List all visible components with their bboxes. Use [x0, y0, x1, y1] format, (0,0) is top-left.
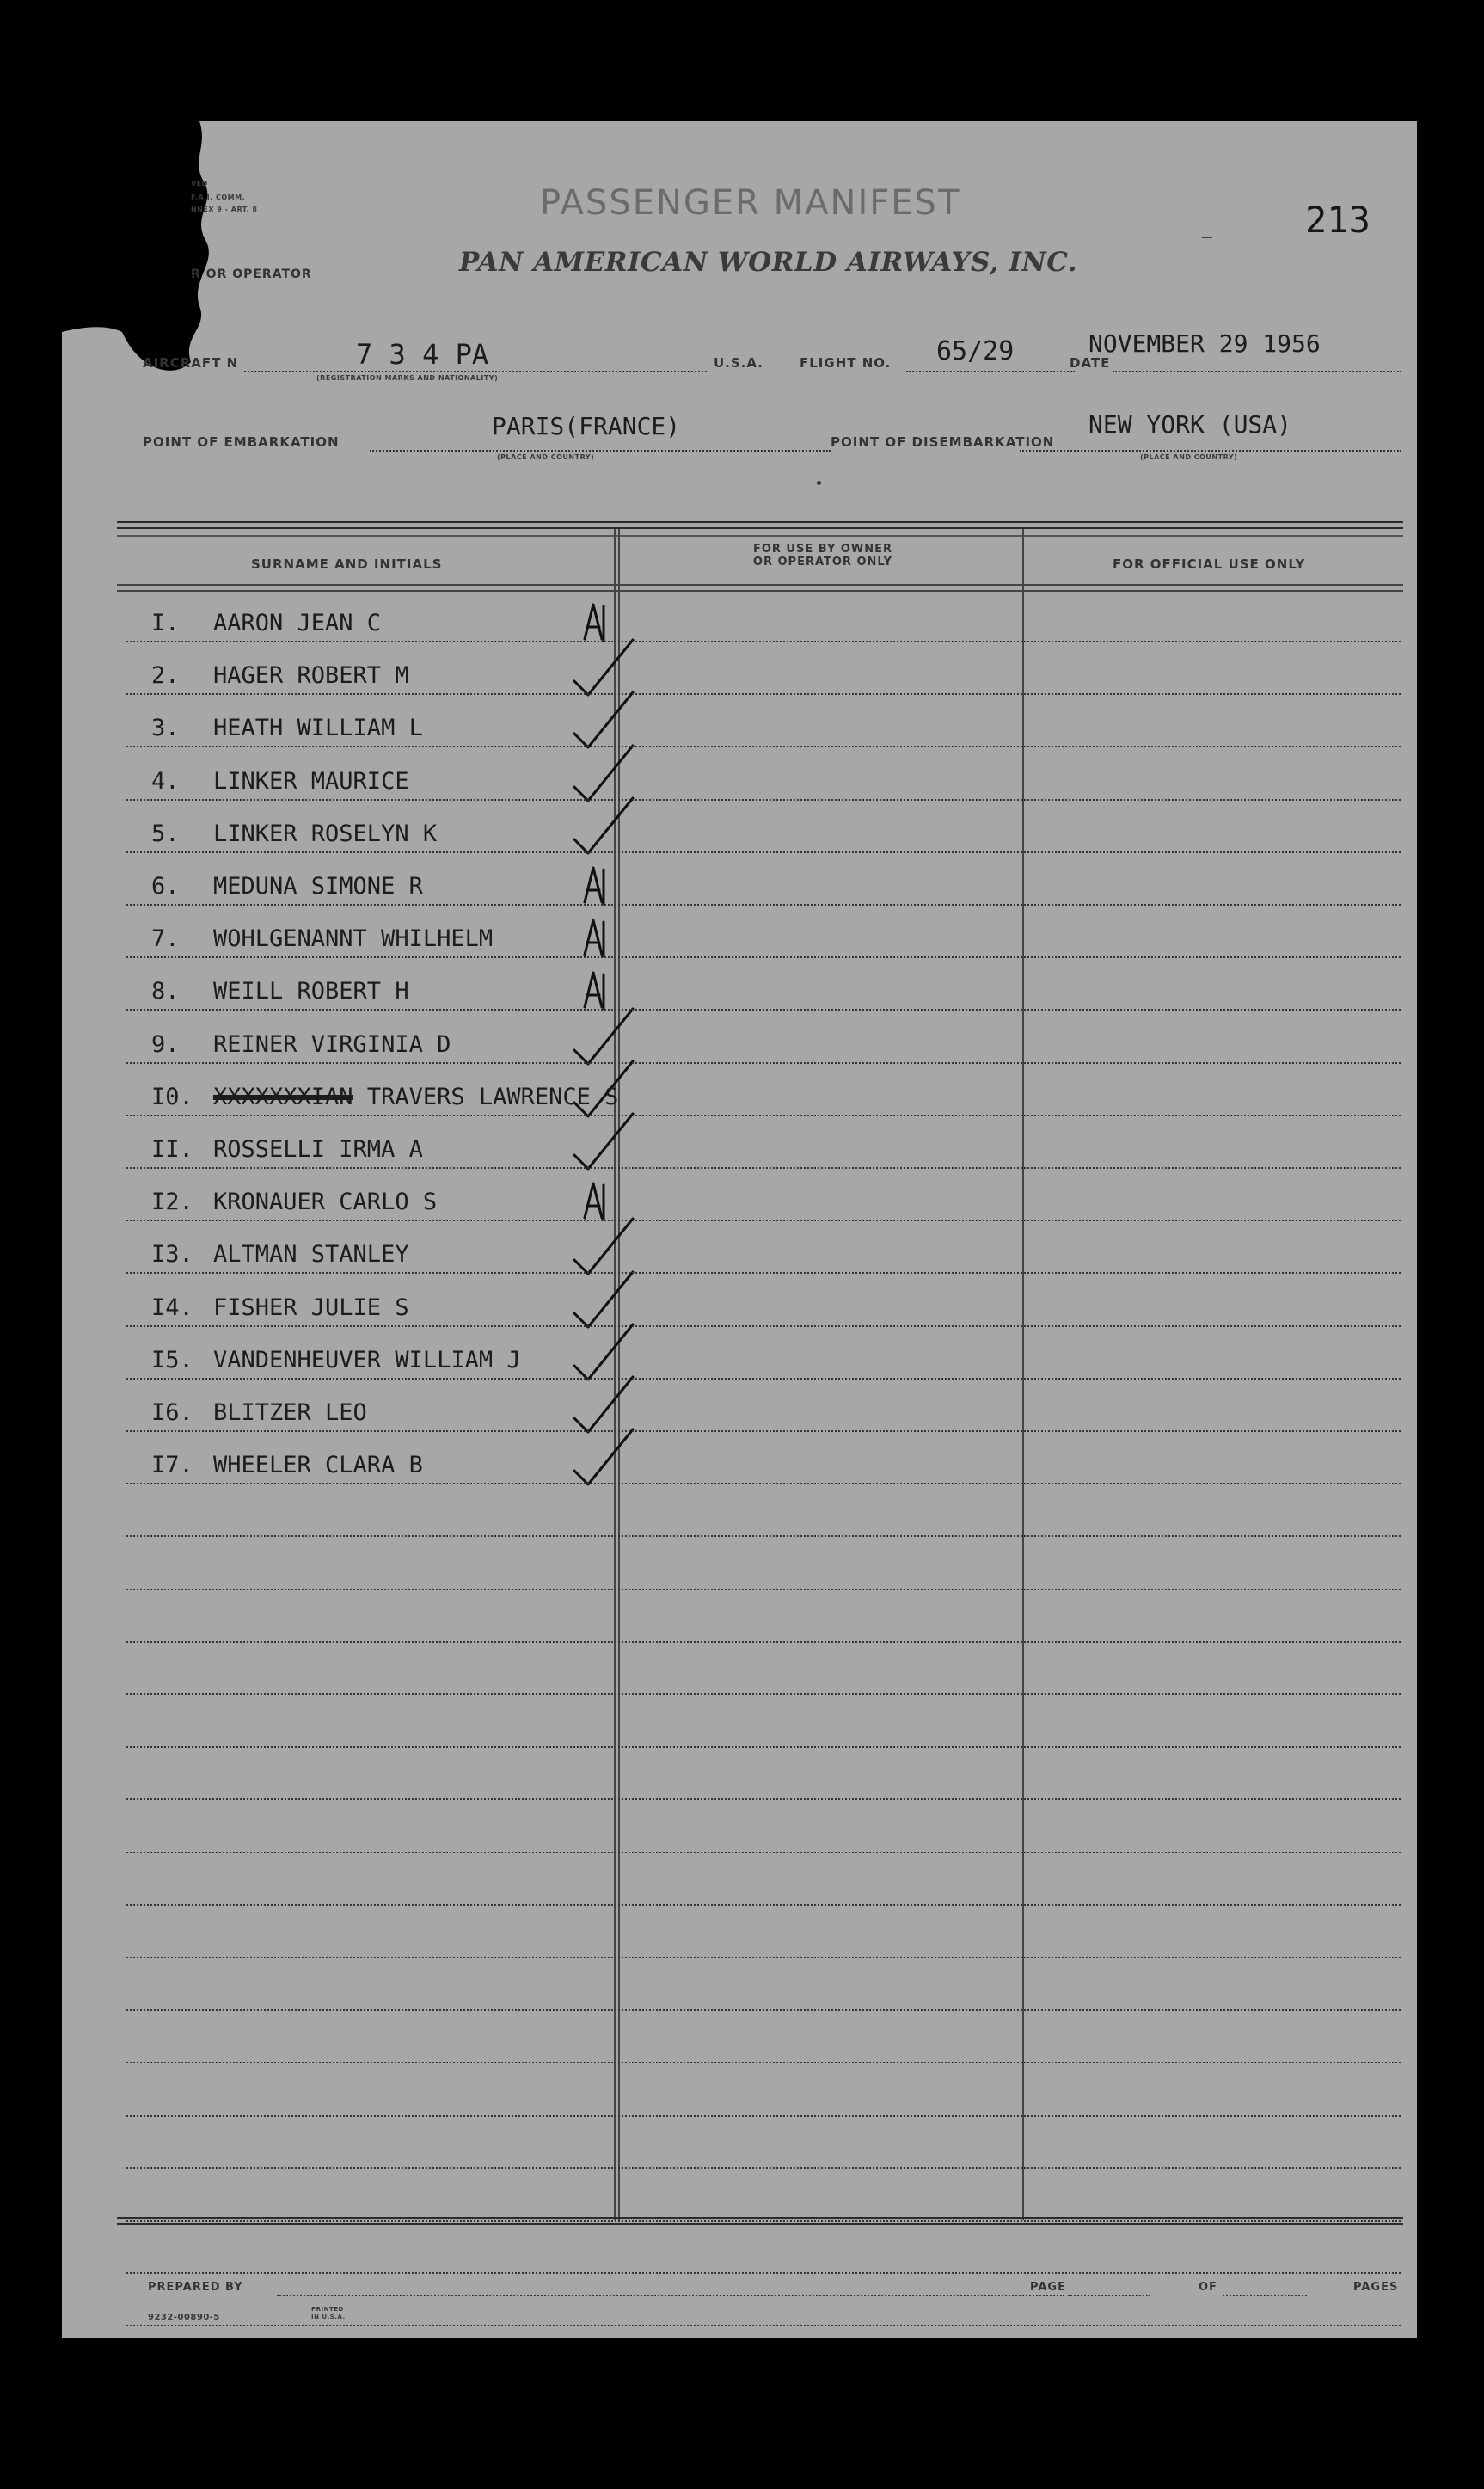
ruled-line: [126, 1852, 1401, 1853]
form-code: 9232-00890-5: [148, 2313, 220, 2322]
passenger-name: HEATH WILLIAM L: [213, 715, 423, 741]
passenger-name: WEILL ROBERT H: [213, 978, 409, 1005]
passenger-row: [151, 1294, 409, 1321]
passenger-name: FISHER JULIE S: [213, 1294, 409, 1321]
ruled-line: [126, 1220, 1401, 1221]
disembarkation-sublabel: (PLACE AND COUNTRY): [1140, 453, 1238, 461]
ruled-line: [126, 904, 1401, 906]
ruled-line: [126, 2272, 1401, 2274]
check-mark: [574, 1114, 633, 1169]
pages-label: PAGES: [1353, 2281, 1399, 2294]
handwritten-a-mark: [585, 920, 604, 956]
aircraft-value: 7 3 4 PA: [356, 338, 489, 371]
corner-text-3: NNEX 9 - ART. 8: [191, 206, 258, 213]
ruled-line: [126, 1798, 1401, 1800]
struck-out-text: XXXXXXXIAN: [213, 1084, 353, 1110]
ruled-line: [126, 1693, 1401, 1695]
manifest-sheet: [62, 121, 1417, 2338]
ruled-line: [126, 2220, 1401, 2222]
passenger-row: [151, 1189, 437, 1215]
passenger-name: AARON JEAN C: [213, 610, 382, 636]
ruled-line: [126, 1062, 1401, 1064]
passenger-row: [151, 610, 381, 636]
passenger-row: [151, 925, 493, 952]
passenger-number: 6.: [151, 873, 180, 900]
passenger-name: WHEELER CLARA B: [213, 1452, 423, 1478]
check-mark: [574, 1272, 633, 1327]
ruled-line: [126, 1746, 1401, 1748]
passenger-number: 3.: [151, 715, 180, 741]
check-mark: [574, 746, 633, 801]
col-owner-2: OR OPERATOR ONLY: [752, 556, 893, 568]
col-owner-1: FOR USE BY OWNER: [752, 543, 893, 556]
passenger-name: LINKER ROSELYN K: [213, 820, 438, 847]
passenger-name: MEDUNA SIMONE R: [213, 873, 423, 900]
passenger-number: I.: [151, 610, 180, 636]
passenger-row: [151, 1452, 423, 1478]
flight-label: FLIGHT NO.: [800, 355, 892, 371]
passenger-name: ROSSELLI IRMA A: [213, 1136, 423, 1163]
passenger-row: [151, 978, 409, 1005]
page-label: PAGE: [1030, 2281, 1066, 2294]
check-mark: [574, 1324, 633, 1380]
handwritten-a-mark: [585, 1183, 604, 1220]
passenger-row: [151, 1136, 423, 1163]
check-mark: [574, 1377, 633, 1432]
page-title: PASSENGER MANIFEST: [540, 183, 961, 223]
passenger-number: II.: [151, 1136, 193, 1163]
passenger-number: 5.: [151, 820, 180, 847]
ruled-line: [126, 1535, 1401, 1537]
aircraft-sublabel: (REGISTRATION MARKS AND NATIONALITY): [316, 374, 499, 382]
passenger-name: KRONAUER CARLO S: [213, 1189, 438, 1215]
passenger-name: ALTMAN STANLEY: [213, 1241, 409, 1268]
passenger-name: HAGER ROBERT M: [213, 662, 409, 689]
ruled-line: [126, 2062, 1401, 2063]
printed-note: PRINTED IN U.S.A.: [311, 2306, 346, 2320]
ruled-line: [126, 1115, 1401, 1116]
check-mark: [574, 640, 633, 695]
passenger-number: I4.: [151, 1294, 193, 1321]
passenger-row: [151, 1084, 618, 1110]
passenger-name: BLITZER LEO: [213, 1399, 367, 1426]
ruled-line: [126, 1589, 1401, 1590]
disembarkation-value: NEW YORK (USA): [1088, 410, 1292, 439]
ruled-line: [126, 1483, 1401, 1484]
owner-label: R OR OPERATOR: [191, 267, 312, 281]
passenger-row: [151, 873, 423, 900]
check-mark: [574, 1219, 633, 1274]
passenger-number: 7.: [151, 925, 180, 952]
passenger-number: 9.: [151, 1031, 180, 1058]
ruled-line: [126, 799, 1401, 801]
ruled-line: [126, 1272, 1401, 1274]
passenger-row: [151, 1399, 367, 1426]
corner-text-1: VED: [191, 180, 208, 187]
embarkation-value: PARIS(FRANCE): [492, 412, 681, 440]
ruled-line: [126, 1378, 1401, 1380]
check-mark: [574, 692, 633, 747]
date-value: NOVEMBER 29 1956: [1088, 329, 1321, 358]
handwritten-marks: [62, 121, 1417, 2338]
company-name: PAN AMERICAN WORLD AIRWAYS, INC.: [459, 247, 1078, 278]
passenger-name: VANDENHEUVER WILLIAM J: [213, 1347, 521, 1374]
aircraft-label: AIRCRAFT N: [143, 355, 239, 371]
passenger-row: [151, 768, 409, 795]
passenger-number: I6.: [151, 1399, 193, 1426]
passenger-row: [151, 662, 409, 689]
page-number: 213: [1305, 199, 1371, 241]
prepared-by-label: PREPARED BY: [148, 2281, 243, 2294]
passenger-name: TRAVERS LAWRENCE S: [366, 1084, 619, 1110]
ruled-line: [126, 956, 1401, 958]
passenger-number: I3.: [151, 1241, 193, 1268]
passenger-name: REINER VIRGINIA D: [213, 1031, 451, 1058]
corner-text-2: F.A.I. COMM.: [191, 194, 246, 201]
date-label: DATE: [1070, 355, 1111, 371]
passenger-row: [151, 1031, 451, 1058]
ruled-line: [126, 693, 1401, 695]
passenger-number: 2.: [151, 662, 180, 689]
passenger-row: [151, 820, 437, 847]
check-mark: [574, 1429, 633, 1484]
col-official: FOR OFFICIAL USE ONLY: [1113, 556, 1306, 572]
passenger-number: I5.: [151, 1347, 193, 1374]
ruled-line: [126, 2115, 1401, 2117]
passenger-row: [151, 715, 423, 741]
passenger-name: WOHLGENANNT WHILHELM: [213, 925, 494, 952]
ruled-line: [126, 1957, 1401, 1958]
passenger-number: 8.: [151, 978, 180, 1005]
handwritten-a-mark: [585, 868, 604, 904]
flight-value: 65/29: [936, 336, 1015, 366]
passenger-number: I2.: [151, 1189, 193, 1215]
ruled-line: [126, 2325, 1401, 2326]
passenger-number: 4.: [151, 768, 180, 795]
passenger-row: [151, 1347, 521, 1374]
usa-label: U.S.A.: [714, 355, 763, 371]
check-mark: [574, 1009, 633, 1064]
ruled-line: [126, 2167, 1401, 2169]
passenger-number: I0.: [151, 1084, 193, 1110]
ruled-line: [126, 1167, 1401, 1169]
ruled-line: [126, 851, 1401, 853]
handwritten-a-mark: [585, 973, 604, 1009]
embarkation-label: POINT OF EMBARKATION: [143, 434, 340, 450]
ruled-line: [126, 1325, 1401, 1327]
ruled-line: [126, 1641, 1401, 1643]
embarkation-sublabel: (PLACE AND COUNTRY): [497, 453, 595, 461]
ruled-line: [126, 1430, 1401, 1432]
disembarkation-label: POINT OF DISEMBARKATION: [831, 434, 1055, 450]
passenger-number: I7.: [151, 1452, 193, 1478]
check-mark: [574, 798, 633, 853]
col-surname: SURNAME AND INITIALS: [251, 556, 443, 572]
ruled-line: [126, 746, 1401, 747]
passenger-name: LINKER MAURICE: [213, 768, 409, 795]
handwritten-a-mark: [585, 605, 604, 641]
of-label: OF: [1199, 2281, 1217, 2294]
passenger-row: [151, 1241, 409, 1268]
ruled-line: [126, 2009, 1401, 2011]
ruled-line: [126, 1904, 1401, 1906]
ruled-line: [126, 1009, 1401, 1011]
ruled-line: [126, 641, 1401, 642]
